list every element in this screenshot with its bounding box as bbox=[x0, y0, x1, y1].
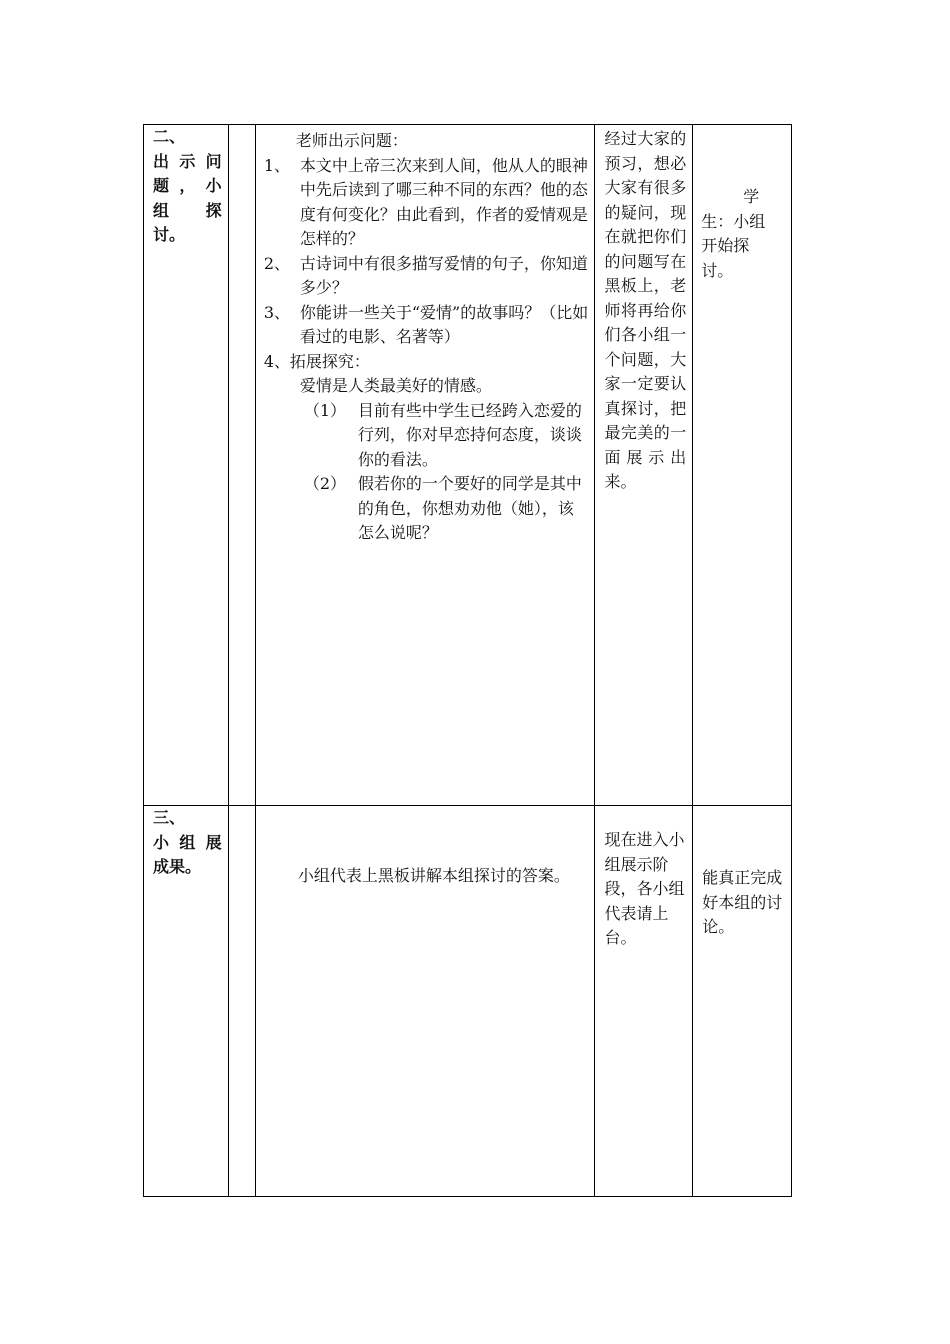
stage-cell bbox=[144, 806, 229, 1197]
item-text: 拓展探究： bbox=[289, 351, 370, 371]
teacher-activity-cell: 经过大家的预习，想必大家有很多的疑问，现在就把你们的问题写在黑板上，老师将再给你们各小组一个问题，大家一定要认真探讨，把最完美的一面展示出来。 bbox=[595, 125, 693, 806]
sub-item-number: （2） bbox=[303, 474, 347, 493]
stage-name-line: 小组展 bbox=[153, 832, 222, 852]
list-item bbox=[264, 154, 589, 252]
stage-name-line: 成果。 bbox=[153, 857, 202, 876]
stage-name-line: 组 探 bbox=[153, 200, 222, 220]
list-item bbox=[264, 350, 589, 375]
sub-item-number: （1） bbox=[303, 400, 347, 420]
sub-item-text: 假若你的一个要好的同学是其中的角色，你想劝劝他（她），该怎么说呢？ bbox=[357, 474, 582, 542]
stage-cell bbox=[144, 125, 229, 806]
content-cell bbox=[255, 125, 595, 806]
stage-name-line: 讨。 bbox=[153, 225, 186, 244]
item-number: 1、 bbox=[263, 155, 291, 175]
stage-number: 二、 bbox=[153, 127, 186, 146]
lesson-plan-table bbox=[143, 124, 792, 1197]
student-activity-cell bbox=[693, 125, 792, 806]
teacher-activity-cell: 现在进入小组展示阶段，各小组代表请上台。 bbox=[595, 806, 693, 1197]
sub-item-text: 目前有些中学生已经跨入恋爱的行列，你对早恋持何态度，谈谈你的看法。 bbox=[357, 400, 582, 469]
content-cell: 小组代表上黑板讲解本组探讨的答案。 bbox=[255, 806, 595, 1197]
item-number: 3、 bbox=[263, 302, 291, 322]
list-item bbox=[264, 252, 589, 301]
table-row bbox=[144, 806, 792, 1197]
item-text: 古诗词中有很多描写爱情的句子，你知道多少？ bbox=[299, 253, 588, 297]
item-number: 4、 bbox=[263, 351, 291, 371]
student-text-line: 生：小组开始探讨。 bbox=[701, 211, 766, 280]
empty-cell bbox=[228, 125, 255, 806]
empty-cell bbox=[228, 806, 255, 1197]
student-text-line: 学 bbox=[743, 187, 760, 206]
prompt-text: 老师出示问题： bbox=[295, 131, 408, 150]
intro-text: 爱情是人类最美好的情感。 bbox=[299, 376, 492, 395]
item-text: 本文中上帝三次来到人间，他从人的眼神中先后读到了哪三种不同的东西？他的态度有何变化？由此看到，作者的爱情观是怎样的？ bbox=[299, 155, 588, 248]
list-item bbox=[264, 301, 589, 350]
stage-name-line: 出示问 bbox=[153, 151, 222, 171]
stage-name-line: 题，小 bbox=[153, 176, 222, 195]
student-activity-cell: 能真正完成好本组的讨论。 bbox=[693, 806, 792, 1197]
sub-item bbox=[264, 399, 589, 473]
stage-number: 三、 bbox=[153, 808, 186, 827]
sub-item bbox=[264, 472, 589, 546]
item-text: 你能讲一些关于“爱情”的故事吗？（比如看过的电影、名著等） bbox=[299, 302, 589, 346]
table-row bbox=[144, 125, 792, 806]
item-number: 2、 bbox=[263, 253, 291, 273]
